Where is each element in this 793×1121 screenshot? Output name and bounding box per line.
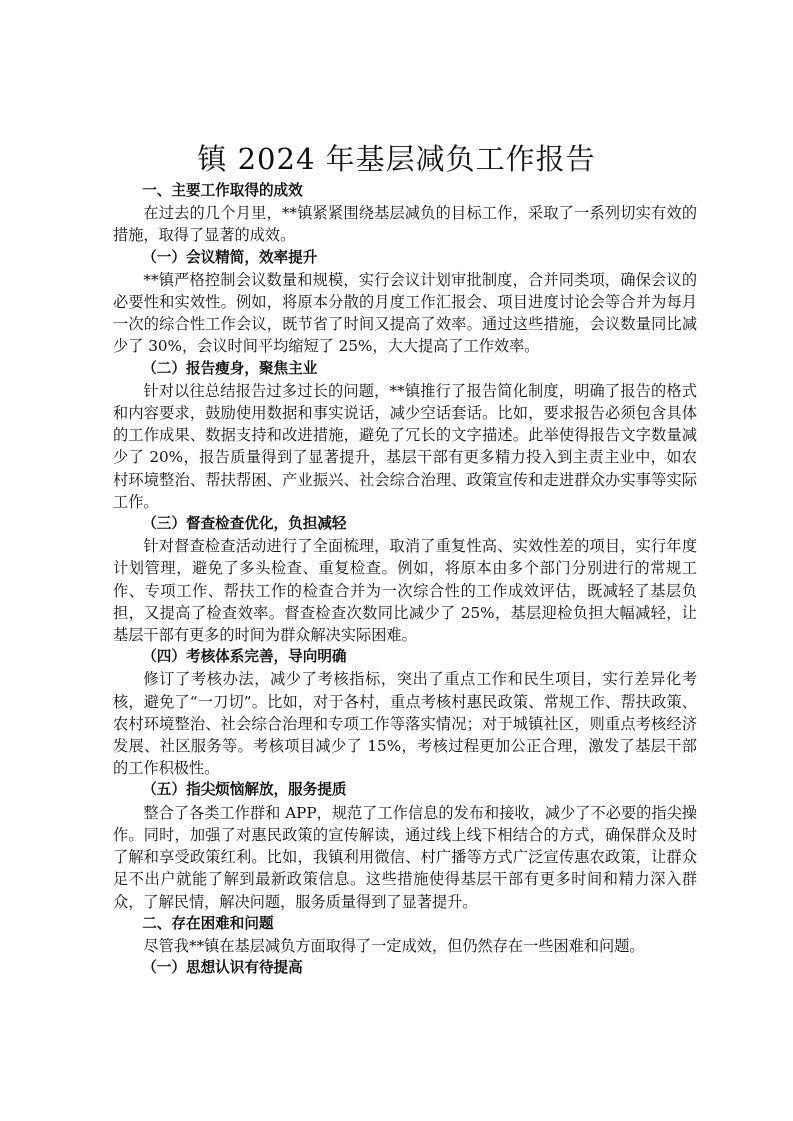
paragraph: 修订了考核办法，减少了考核指标，突出了重点工作和民生项目，实行差异化考核，避免了“一刀切”。比如，对于各村，重点考核村惠民政策、常规工作、帮扶政策、农村环境整治、社会综合治理和专项工作等落实情况；对于城镇社区，则重点考核经济发展、社区服务等。考核项目减少了 15%，考核过程更加公正合理，激发了基层干部的工作积极性。 bbox=[113, 670, 697, 778]
subsection-heading: （四）考核体系完善，导向明确 bbox=[142, 648, 347, 666]
document-title: 镇 2024 年基层减负工作报告 bbox=[197, 142, 596, 176]
document-body bbox=[113, 180, 697, 979]
subsection-heading: （二）报告瘦身，聚焦主业 bbox=[142, 359, 318, 377]
subsection-heading: （一）会议精简，效率提升 bbox=[142, 248, 318, 266]
paragraph: 整合了各类工作群和 APP，规范了工作信息的发布和接收，减少了不必要的指尖操作。同时，加强了对惠民政策的宣传解读，通过线上线下相结合的方式，确保群众及时了解和享受政策红利。比如，我镇利用微信、村广播等方式广泛宣传惠农政策，让群众足不出户就能了解到最新政策信息。这些措施使得基层干部有更多时间和精力深入群众，了解民情，解决问题，服务质量得到了显著提升。 bbox=[113, 803, 697, 911]
subsection-heading: （三）督查检查优化，负担减轻 bbox=[142, 515, 347, 533]
paragraph: **镇严格控制会议数量和规模，实行会议计划审批制度，合并同类项，确保会议的必要性和实效性。例如，将原本分散的月度工作汇报会、项目进度讨论会等合并为每月一次的综合性工作会议，既节省了时间又提高了效率。通过这些措施，会议数量同比减少了 30%，会议时间平均缩短了 25%，大大提高了工作效率。 bbox=[113, 270, 697, 356]
section-heading: 一、主要工作取得的成效 bbox=[142, 182, 303, 199]
paragraph: 尽管我**镇在基层减负方面取得了一定成效，但仍然存在一些困难和问题。 bbox=[143, 936, 645, 955]
paragraph: 针对以往总结报告过多过长的问题，**镇推行了报告简化制度，明确了报告的格式和内容要求，鼓励使用数据和事实说话，减少空话套话。比如，要求报告必须包含具体的工作成果、数据支持和改进措施，避免了冗长的文字描述。此举使得报告文字数量减少了 20%，报告质量得到了显著提升，基层干部有更多精力投入到主责主业中，如农村环境整治、帮扶帮困、产业振兴、社会综合治理、政策宣传和走进群众办实事等实际工作。 bbox=[113, 381, 697, 511]
subsection-heading: （五）指尖烦恼解放，服务提质 bbox=[142, 781, 347, 799]
subsection-heading: （一）思想认识有待提高 bbox=[142, 959, 303, 977]
section-heading: 二、存在困难和问题 bbox=[142, 914, 274, 932]
paragraph: 针对督查检查活动进行了全面梳理，取消了重复性高、实效性差的项目，实行年度计划管理，避免了多头检查、重复检查。例如，将原本由多个部门分别进行的常规工作、专项工作、帮扶工作的检查合并为一次综合性的工作成效评估，既减轻了基层负担，又提高了检查效率。督查检查次数同比减少了 25%，基层迎检负担大幅减轻，让基层干部有更多的时间为群众解决实际困难。 bbox=[113, 537, 697, 645]
paragraph: 在过去的几个月里，**镇紧紧围绕基层减负的目标工作，采取了一系列切实有效的措施，取得了显著的成效。 bbox=[113, 204, 697, 245]
